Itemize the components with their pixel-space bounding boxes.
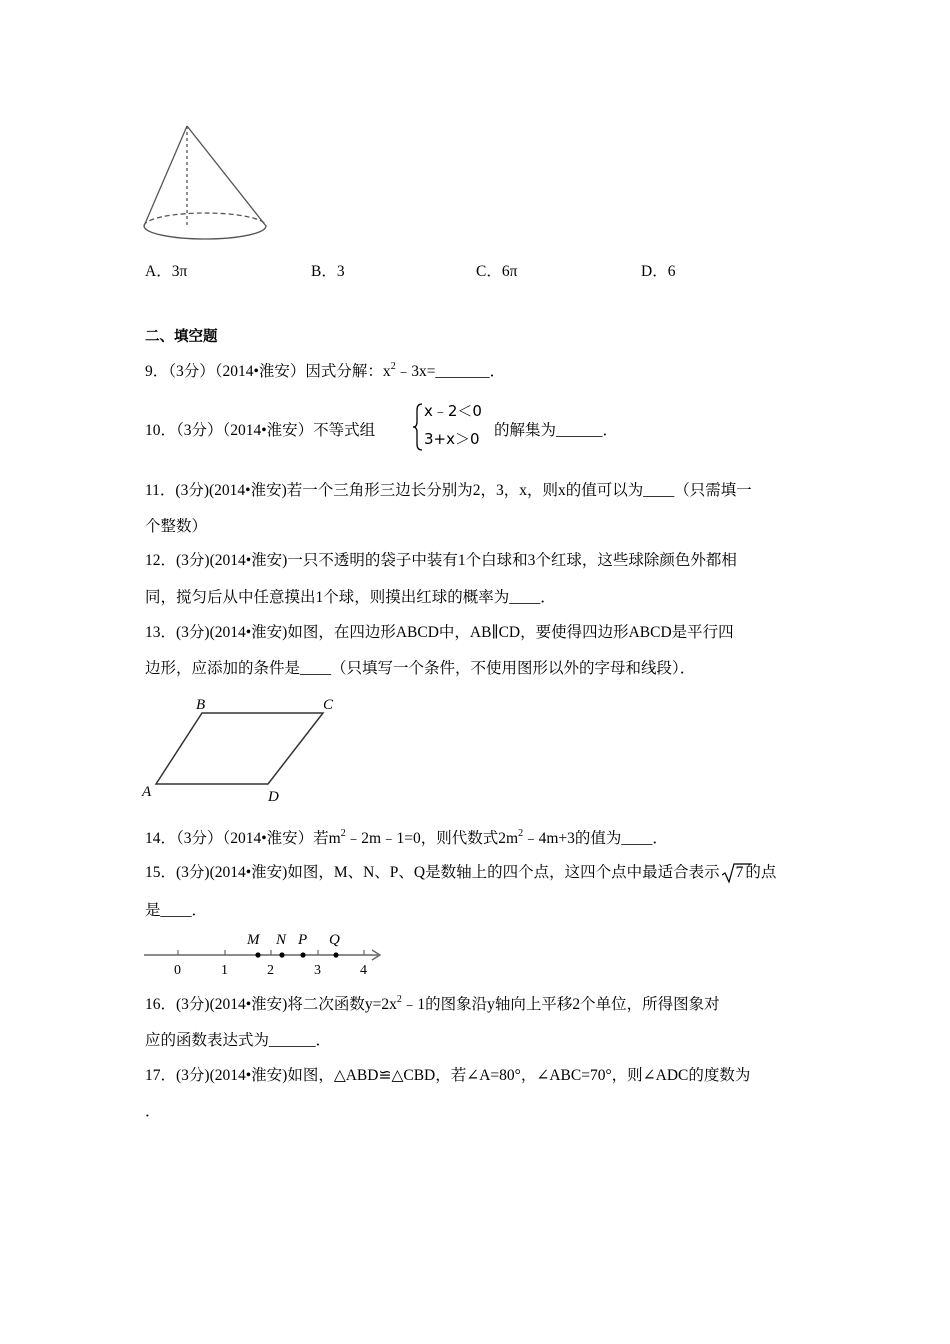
sqrt-symbol: 7 — [722, 864, 746, 882]
cone-left-edge — [144, 126, 187, 226]
cone-figure — [138, 122, 272, 248]
question-11-line1: 11．(3分)(2014•淮安)若一个三角形三边长分别为2，3，x，则x的值可以为____（只需填一 — [145, 482, 752, 499]
label-n: N — [276, 932, 287, 948]
question-9: 9．（3分）（2014•淮安）因式分解：$x^2﹣3x=\_\_\_\_\_\_\_$． — [145, 361, 506, 380]
option-a: A．3π — [145, 263, 188, 280]
vertex-b: B — [196, 697, 206, 713]
vertex-a: A — [142, 784, 152, 800]
cone-base-front — [144, 226, 266, 239]
tick-label-1: 1 — [221, 963, 228, 978]
vertex-d: D — [268, 789, 279, 805]
label-q: Q — [329, 932, 340, 948]
cone-base-back — [144, 213, 266, 226]
number-line-figure — [140, 928, 390, 980]
inequality-1: x﹣2＜0 — [424, 402, 482, 420]
tick-label-4: 4 — [360, 963, 367, 978]
question-17-line2: ． — [145, 1103, 161, 1120]
option-d: D．6 — [641, 263, 676, 280]
option-b: B．3 — [311, 263, 345, 280]
label-m: M — [247, 932, 260, 948]
question-10: 10．（3分）（2014•淮安）不等式组 — [145, 422, 376, 439]
system-brace — [412, 402, 424, 452]
point-q — [333, 952, 338, 957]
question-15-line1: 15．(3分)(2014•淮安)如图，M、N、P、Q是数轴上的四个点，这四个点中最适合表示 7 的点 — [145, 864, 777, 881]
question-14: 14．（3分）（2014•淮安）若$m^2﹣2m﹣1=0$，则代数式$2m^2﹣4m+3$的值为____． — [145, 828, 668, 847]
question-13-line2: 边形，应添加的条件是____（只填写一个条件，不使用图形以外的字母和线段）． — [145, 660, 696, 677]
parallelogram-figure — [140, 694, 350, 806]
question-15-line2: 是____． — [145, 902, 208, 919]
question-13-line1: 13．(3分)(2014•淮安)如图，在四边形ABCD中，AB∥CD，要使得四边形ABCD是平行四 — [145, 624, 734, 641]
tick-label-0: 0 — [174, 963, 181, 978]
point-n — [279, 952, 284, 957]
question-17-line1: 17．(3分)(2014•淮安)如图，△ABD≌△CBD，若∠A=80°，∠ABC=70°，则∠ADC的度数为 — [145, 1067, 751, 1084]
section-title: 二、填空题 — [145, 329, 218, 345]
point-p — [300, 952, 305, 957]
cone-right-edge — [187, 126, 266, 226]
question-16-line2: 应的函数表达式为______． — [145, 1032, 332, 1049]
question-12-line2: 同，搅匀后从中任意摸出1个球，则摸出红球的概率为____． — [145, 589, 556, 606]
question-10-tail: 的解集为______． — [494, 422, 619, 439]
inequality-2: 3+x＞0 — [424, 430, 480, 448]
option-c: C．6π — [476, 263, 518, 280]
point-m — [255, 952, 260, 957]
question-16-line1: 16．(3分)(2014•淮安)将二次函数$y=2x^2﹣1$的图象沿y轴向上平移2个单位，所得图象对 — [145, 994, 720, 1013]
label-p: P — [298, 932, 308, 948]
parallelogram-shape — [156, 713, 323, 784]
question-12-line1: 12．(3分)(2014•淮安)一只不透明的袋子中装有1个白球和3个红球，这些球除颜色外都相 — [145, 552, 737, 569]
tick-label-3: 3 — [314, 963, 321, 978]
vertex-c: C — [323, 697, 334, 713]
tick-label-2: 2 — [267, 963, 274, 978]
question-11-line2: 个整数） — [145, 518, 208, 535]
